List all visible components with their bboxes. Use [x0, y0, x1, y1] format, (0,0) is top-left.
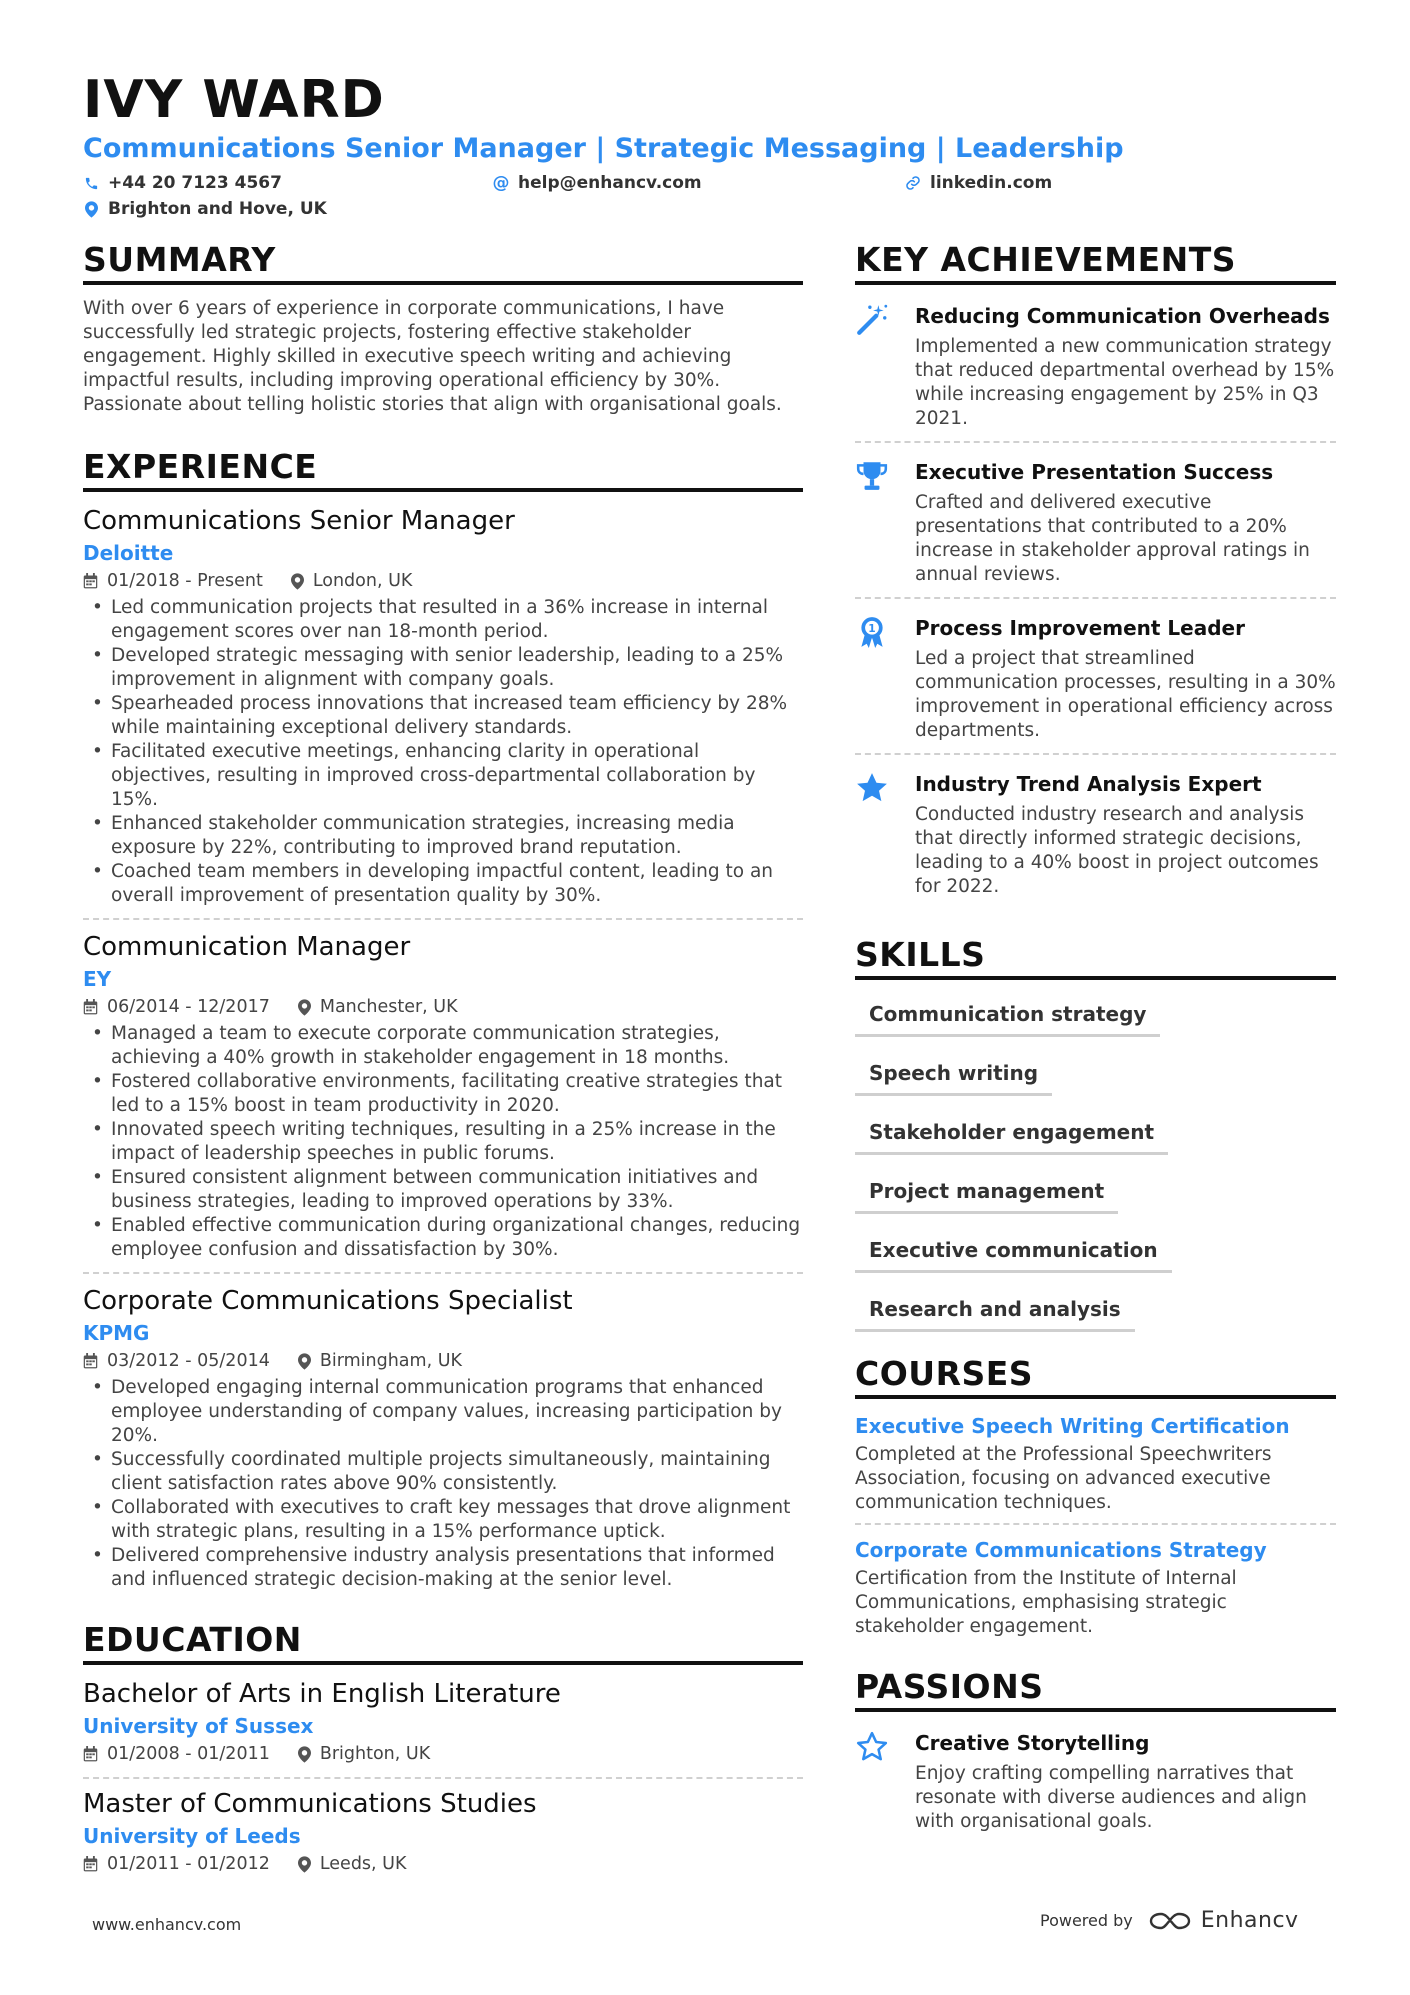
bullet-item: • Facilitated executive meetings, enhancing clarity in operational objectives, resulting in improved cross-departmental collaboration by 15%.	[83, 740, 803, 812]
star-filled-icon	[855, 771, 889, 805]
company-name: EY	[83, 967, 112, 991]
candidate-headline: Communications Senior Manager | Strategic Messaging | Leadership	[83, 133, 1124, 164]
skill-tag: Stakeholder engagement	[855, 1110, 1168, 1155]
skill-tag: Communication strategy	[855, 992, 1160, 1037]
achievements-heading: KEY ACHIEVEMENTS	[855, 240, 1336, 285]
bullet-item: • Enhanced stakeholder communication strategies, increasing media exposure by 22%, contributing to improved brand reputation.	[83, 812, 803, 860]
calendar-icon	[83, 1856, 98, 1872]
education-location: Brighton, UK	[319, 1744, 431, 1764]
degree-title: Master of Communications Studies	[83, 1789, 537, 1819]
bullet-item: • Developed strategic messaging with senior leadership, leading to a 25% improvement in alignment with company goals.	[83, 644, 803, 692]
job-bullets	[83, 1376, 803, 1592]
experience-heading: EXPERIENCE	[83, 447, 803, 492]
svg-text:1: 1	[868, 622, 876, 635]
courses-section	[855, 1354, 1336, 1647]
job-bullets	[83, 1022, 803, 1262]
summary-heading: SUMMARY	[83, 240, 803, 285]
skill-tag: Executive communication	[855, 1228, 1172, 1273]
bullet-item: • Ensured consistent alignment between communication initiatives and business strategies, leading to improved operations by 33%.	[83, 1166, 803, 1214]
job-title: Corporate Communications Specialist	[83, 1286, 573, 1316]
achievement-item	[855, 765, 1336, 909]
courses-heading: COURSES	[855, 1354, 1336, 1399]
left-column	[83, 240, 803, 1917]
passions-heading: PASSIONS	[855, 1667, 1336, 1712]
education-meta	[83, 1851, 803, 1877]
skill-tag: Speech writing	[855, 1051, 1052, 1096]
calendar-icon	[83, 1746, 98, 1762]
link-icon	[905, 174, 921, 192]
linkedin-text[interactable]: linkedin.com	[930, 173, 1053, 193]
bullet-item: • Innovated speech writing techniques, resulting in a 25% increase in the impact of leadership speeches in public forums.	[83, 1118, 803, 1166]
location-pin-icon	[298, 999, 311, 1016]
course-title: Executive Speech Writing Certification	[855, 1414, 1290, 1438]
email-text[interactable]: help@enhancv.com	[518, 173, 702, 193]
bullet-item: • Enabled effective communication during organizational changes, reducing employee confusion and dissatisfaction by 30%.	[83, 1214, 803, 1262]
job-location: Manchester, UK	[319, 997, 458, 1017]
location-pin-icon	[83, 200, 99, 218]
education-section	[83, 1620, 803, 1887]
education-meta	[83, 1741, 803, 1767]
phone-text[interactable]: +44 20 7123 4567	[108, 173, 282, 193]
education-heading: EDUCATION	[83, 1620, 803, 1665]
trophy-icon	[855, 459, 889, 493]
passions-section	[855, 1667, 1336, 1844]
candidate-name: IVY WARD	[83, 70, 385, 130]
skills-section	[855, 935, 1336, 1332]
education-location: Leeds, UK	[319, 1854, 407, 1874]
achievement-title: Reducing Communication Overheads	[915, 304, 1330, 328]
bullet-item: • Successfully coordinated multiple projects simultaneously, maintaining client satisfaction rates above 90% consistently.	[83, 1448, 803, 1496]
bullet-item: • Led communication projects that resulted in a 36% increase in internal engagement scores over nan 18-month period.	[83, 596, 803, 644]
job-entry	[83, 930, 803, 1274]
achievement-item	[855, 609, 1336, 755]
bullet-item: • Fostered collaborative environments, facilitating creative strategies that led to a 15% boost in team productivity in 2020.	[83, 1070, 803, 1118]
award-badge-icon	[855, 615, 889, 649]
calendar-icon	[83, 573, 98, 589]
course-description: Certification from the Institute of Internal Communications, emphasising strategic stakeholder engagement.	[855, 1568, 1237, 1637]
job-title: Communications Senior Manager	[83, 506, 515, 536]
achievements-section	[855, 240, 1336, 909]
summary-section	[83, 240, 803, 417]
location-pin-icon	[298, 1353, 311, 1370]
achievement-item	[855, 453, 1336, 599]
education-dates: 01/2008 - 01/2011	[107, 1744, 270, 1764]
company-name: KPMG	[83, 1321, 150, 1345]
right-column	[855, 240, 1336, 1874]
brand-name: Enhancv	[1200, 1908, 1299, 1933]
location-pin-icon	[298, 1746, 311, 1763]
calendar-icon	[83, 999, 98, 1015]
company-name: Deloitte	[83, 541, 174, 565]
job-dates: 03/2012 - 05/2014	[107, 1351, 270, 1371]
job-dates: 06/2014 - 12/2017	[107, 997, 270, 1017]
achievement-description: Conducted industry research and analysis that directly informed strategic decisions, leading to a 40% boost in project outcomes for 2022.	[915, 804, 1319, 897]
contact-linkedin	[905, 173, 1052, 193]
skills-heading: SKILLS	[855, 935, 1336, 980]
contact-email	[493, 173, 702, 193]
brand-logo[interactable]	[1147, 1908, 1299, 1933]
location-pin-icon	[291, 573, 304, 590]
passion-description: Enjoy crafting compelling narratives that resonate with diverse audiences and align with organisational goals.	[915, 1763, 1307, 1832]
magic-wand-icon	[855, 303, 889, 337]
bullet-item: • Developed engaging internal communication programs that enhanced employee understanding of company values, increasing participation by 20%.	[83, 1376, 803, 1448]
job-meta	[83, 1348, 803, 1374]
bullet-item: • Managed a team to execute corporate communication strategies, achieving a 40% growth in stakeholder engagement in 18 months.	[83, 1022, 803, 1070]
job-title: Communication Manager	[83, 932, 411, 962]
bullet-item: • Delivered comprehensive industry analysis presentations that informed and influenced strategic decision-making at the senior level.	[83, 1544, 803, 1592]
footer-branding	[1040, 1908, 1299, 1933]
powered-by-label: Powered by	[1040, 1911, 1133, 1930]
job-dates: 01/2018 - Present	[107, 571, 263, 591]
course-item	[855, 1535, 1336, 1647]
education-dates: 01/2011 - 01/2012	[107, 1854, 270, 1874]
degree-title: Bachelor of Arts in English Literature	[83, 1679, 561, 1709]
school-name: University of Sussex	[83, 1714, 314, 1738]
job-entry	[83, 1284, 803, 1602]
contact-location	[83, 199, 327, 219]
job-meta	[83, 994, 803, 1020]
achievement-description: Led a project that streamlined communication processes, resulting in a 30% improvement in operational efficiency across departments.	[915, 648, 1336, 741]
skill-tag: Project management	[855, 1169, 1118, 1214]
summary-text: With over 6 years of experience in corporate communications, I have successfully led strategic projects, fostering effective stakeholder engagement. Highly skilled in executive speech writing and achieving impactful results, including improving operational efficiency by 30%. Passionate about telling holistic stories that align with organisational goals.	[83, 298, 782, 415]
contact-phone	[83, 173, 282, 193]
achievement-title: Industry Trend Analysis Expert	[915, 772, 1262, 796]
experience-section	[83, 447, 803, 1602]
footer-website[interactable]: www.enhancv.com	[92, 1915, 242, 1934]
passion-item	[855, 1724, 1336, 1844]
enhancv-logo-icon	[1147, 1910, 1193, 1932]
job-meta	[83, 568, 803, 594]
achievement-description: Implemented a new communication strategy that reduced departmental overhead by 15% while increasing engagement by 25% in Q3 2021.	[915, 336, 1335, 429]
course-description: Completed at the Professional Speechwriters Association, focusing on advanced executive communication techniques.	[855, 1444, 1272, 1513]
bullet-item: • Spearheaded process innovations that increased team efficiency by 28% while maintaining exceptional delivery standards.	[83, 692, 803, 740]
job-entry	[83, 504, 803, 920]
achievement-description: Crafted and delivered executive presentations that contributed to a 20% increase in stakeholder approval ratings in annual reviews.	[915, 492, 1310, 585]
course-title: Corporate Communications Strategy	[855, 1538, 1267, 1562]
course-item	[855, 1411, 1336, 1525]
bullet-item: • Coached team members in developing impactful content, leading to an overall improvement of presentation quality by 30%.	[83, 860, 803, 908]
achievement-title: Process Improvement Leader	[915, 616, 1245, 640]
job-bullets	[83, 596, 803, 908]
achievement-title: Executive Presentation Success	[915, 460, 1274, 484]
at-sign-icon: @	[492, 173, 510, 193]
skill-tag: Research and analysis	[855, 1287, 1135, 1332]
achievement-item	[855, 297, 1336, 443]
location-pin-icon	[298, 1856, 311, 1873]
location-text: Brighton and Hove, UK	[108, 199, 327, 219]
bullet-item: • Collaborated with executives to craft key messages that drove alignment with strategic plans, resulting in a 15% performance uptick.	[83, 1496, 803, 1544]
education-entry	[83, 1787, 803, 1887]
job-location: Birmingham, UK	[319, 1351, 462, 1371]
school-name: University of Leeds	[83, 1824, 301, 1848]
phone-icon	[83, 174, 99, 192]
passion-title: Creative Storytelling	[915, 1731, 1150, 1755]
job-location: London, UK	[312, 571, 413, 591]
education-entry	[83, 1677, 803, 1779]
star-outline-icon	[855, 1730, 889, 1764]
calendar-icon	[83, 1353, 98, 1369]
